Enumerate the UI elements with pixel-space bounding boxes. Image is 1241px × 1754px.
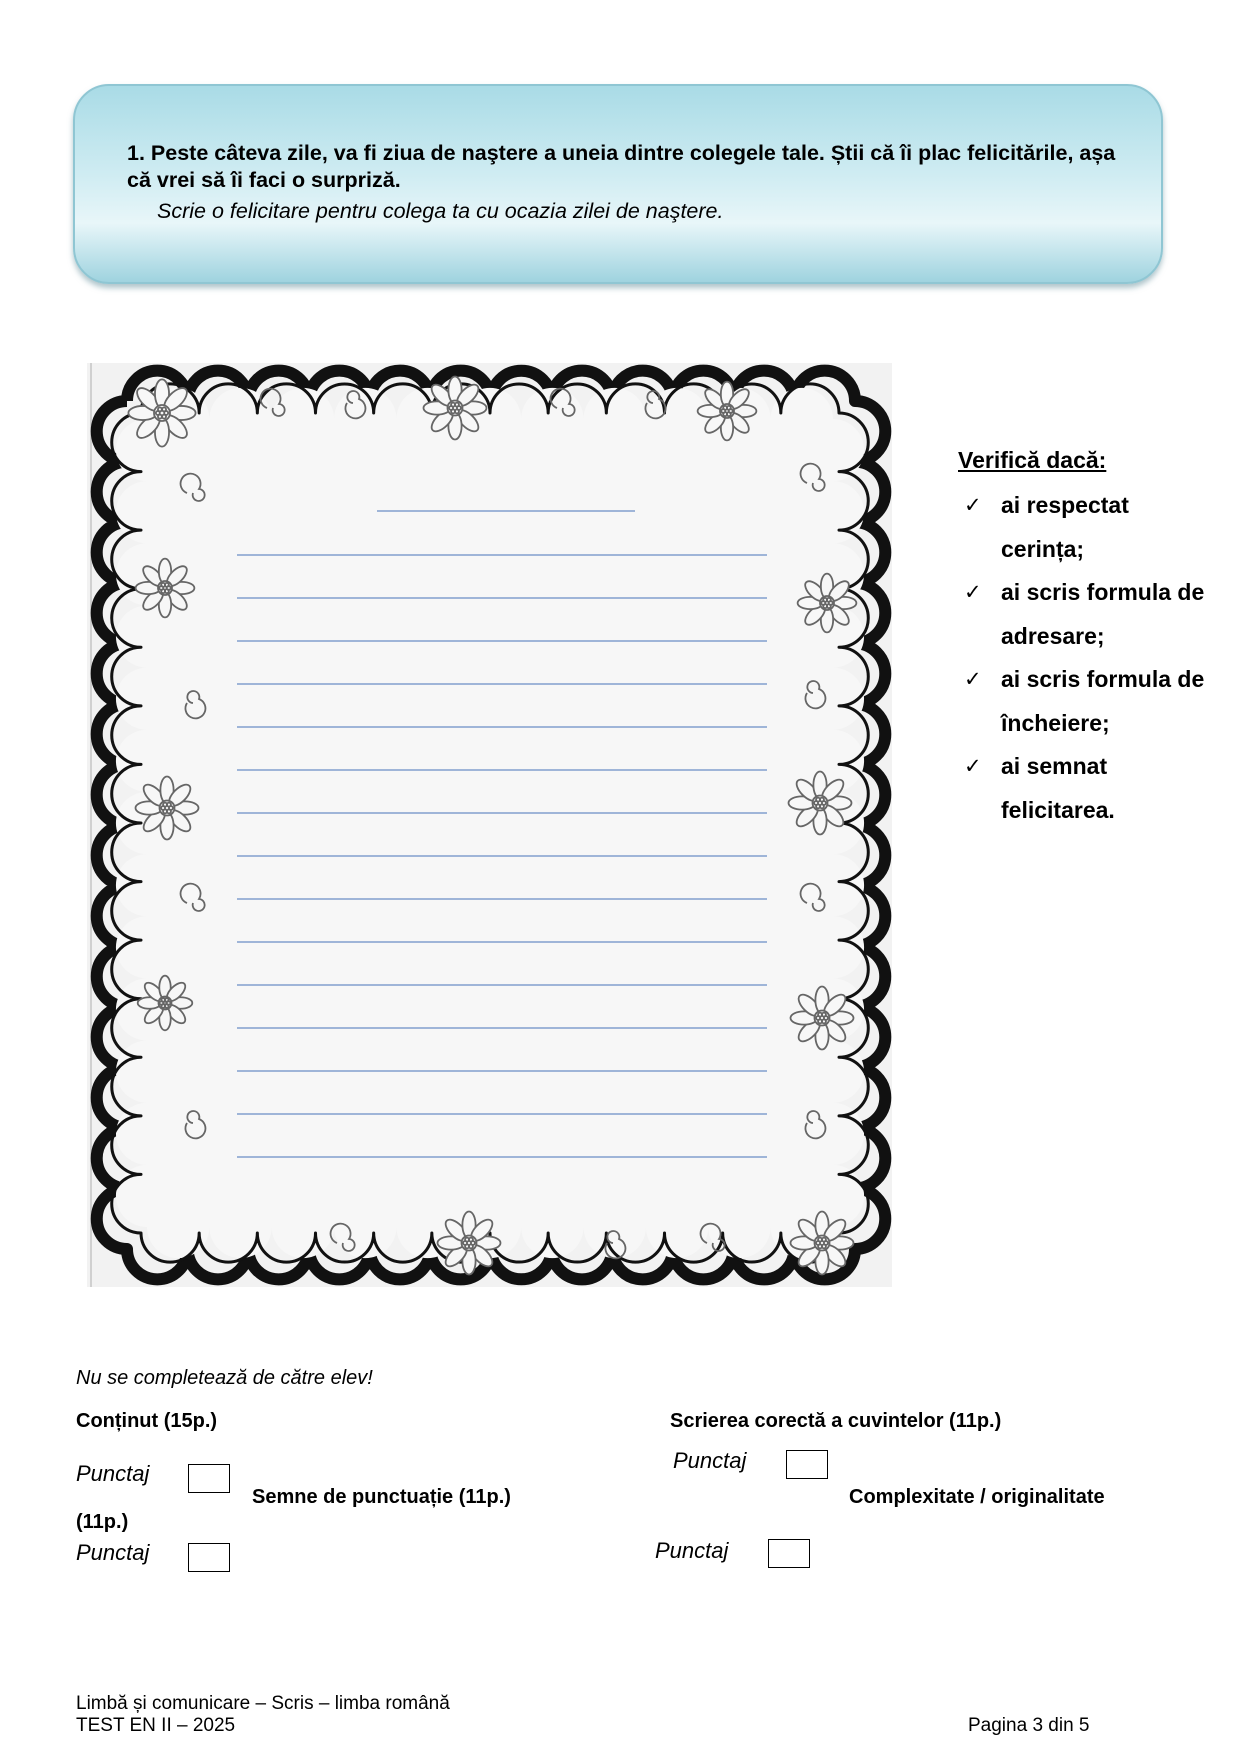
floral-frame-illustration [87,363,892,1287]
checklist-item [958,571,1208,658]
page-number: Pagina 3 din 5 [968,1715,1090,1736]
label-scriere-corecta: Scrierea corectă a cuvintelor (11p.) [670,1410,1002,1432]
label-continut: Conținut (15p.) [76,1410,218,1432]
checklist-item-text: ai respectat cerința; [1001,492,1129,562]
label-points: (11p.) [76,1511,129,1533]
punctaj-label-continut: Punctaj [76,1461,150,1486]
punctaj-label-scriere: Punctaj [673,1448,747,1473]
checklist-item-text: ai semnat felicitarea. [1001,753,1115,823]
greeting-card-frame [87,363,892,1287]
checkmark-icon: ✓ [964,668,982,691]
task-instruction: Scrie o felicitare pentru colega ta cu ocazia zilei de naştere. [157,199,724,223]
label-semne-punctuatie: Semne de punctuație (11p.) [252,1486,511,1508]
checklist-item [958,745,1208,832]
score-box-semne[interactable] [188,1543,230,1572]
checklist [958,442,1208,832]
footer-test: TEST EN II – 2025 [76,1715,236,1736]
checklist-title: Verifică dacă: [958,447,1107,473]
label-complexitate: Complexitate / originalitate [849,1486,1105,1508]
score-box-continut[interactable] [188,1464,230,1493]
footer-subject: Limbă și comunicare – Scris – limba română [76,1693,450,1714]
checkmark-icon: ✓ [964,494,982,517]
checklist-item [958,484,1208,571]
teacher-note: Nu se completează de către elev! [76,1367,373,1389]
checklist-item-text: ai scris formula de încheiere; [1001,666,1205,736]
task-box [73,84,1163,284]
task-title: 1. Peste câteva zile, va fi ziua de naştere a uneia dintre colegele tale. Știi că îi plac felicitările, așa că vrei să îi faci o surpriză. [127,141,1116,192]
score-box-scriere[interactable] [786,1450,828,1479]
checklist-item [958,658,1208,745]
checklist-item-text: ai scris formula de adresare; [1001,579,1205,649]
score-box-complexitate[interactable] [768,1539,810,1568]
punctaj-label-semne: Punctaj [76,1540,150,1565]
punctaj-label-complexitate: Punctaj [655,1538,729,1563]
checkmark-icon: ✓ [964,581,982,604]
checkmark-icon: ✓ [964,755,982,778]
